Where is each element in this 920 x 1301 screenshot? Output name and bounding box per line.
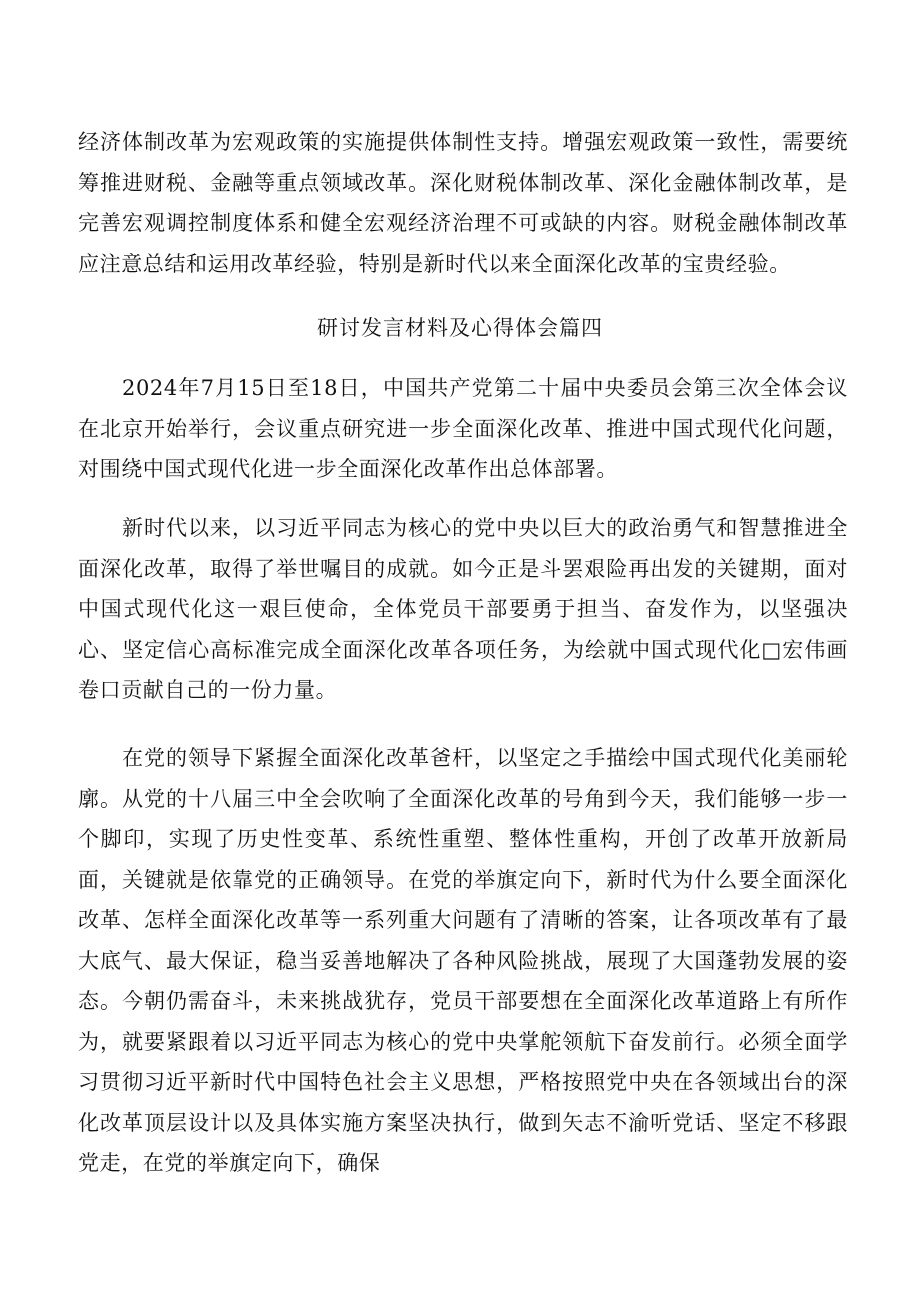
paragraph-3: 新时代以来，以习近平同志为核心的党中央以巨大的政治勇气和智慧推进全面深化改革，取得了举世嘱目的成就。如今正是斗罢艰险再出发的关键期，面对中国式现代化这一艰巨使命，全体党员干部要勇于担当、奋发作为，以坚强决心、坚定信心高标准完成全面深化改革各项任务，为绘就中国式现代化□宏伟画卷口贡献自己的一份力量。 — [78, 516, 848, 702]
paragraph-1: 经济体制改革为宏观政策的实施提供体制性支持。增强宏观政策一致性，需要统筹推进财税、金融等重点领域改革。深化财税体制改革、深化金融体制改革，是完善宏观调控制度体系和健全宏观经济治理不可或缺的内容。财税金融体制改革应注意总结和运用改革经验，特别是新时代以来全面深化改革的宝贵经验。 — [78, 130, 848, 276]
paragraph-4: 在党的领导下紧握全面深化改革爸杆，以坚定之手描绘中国式现代化美丽轮廓。从党的十八届三中全会吹响了全面深化改革的号角到今天，我们能够一步一个脚印，实现了历史性变革、系统性重塑、整体性重构，开创了改革开放新局面，关键就是依靠党的正确领导。在党的举旗定向下，新时代为什么要全面深化改革、怎样全面深化改革等一系列重大问题有了清晰的答案，让各项改革有了最大底气、最大保证，稳当妥善地解决了各种风险挑战，展现了大国蓬勃发展的姿态。今朝仍需奋斗，未来挑战犹存，党员干部要想在全面深化改革道路上有所作为，就要紧跟着以习近平同志为核心的党中央掌舵领航下奋发前行。必须全面学习贯彻习近平新时代中国特色社会主义思想，严格按照党中央在各领域出台的深化改革顶层设计以及具体实施方案坚决执行，做到矢志不渝听党话、坚定不移跟党走，在党的举旗定向下，确保 — [78, 746, 848, 1175]
section-heading: 研讨发言材料及心得体会篇四 — [317, 316, 603, 340]
paragraph-2: 2024年7月15日至18日，中国共产党第二十届中央委员会第三次全体会议在北京开始举行，会议重点研究进一步全面深化改革、推进中国式现代化问题，对围绕中国式现代化进一步全面深化改革作出总体部署。 — [78, 376, 848, 481]
